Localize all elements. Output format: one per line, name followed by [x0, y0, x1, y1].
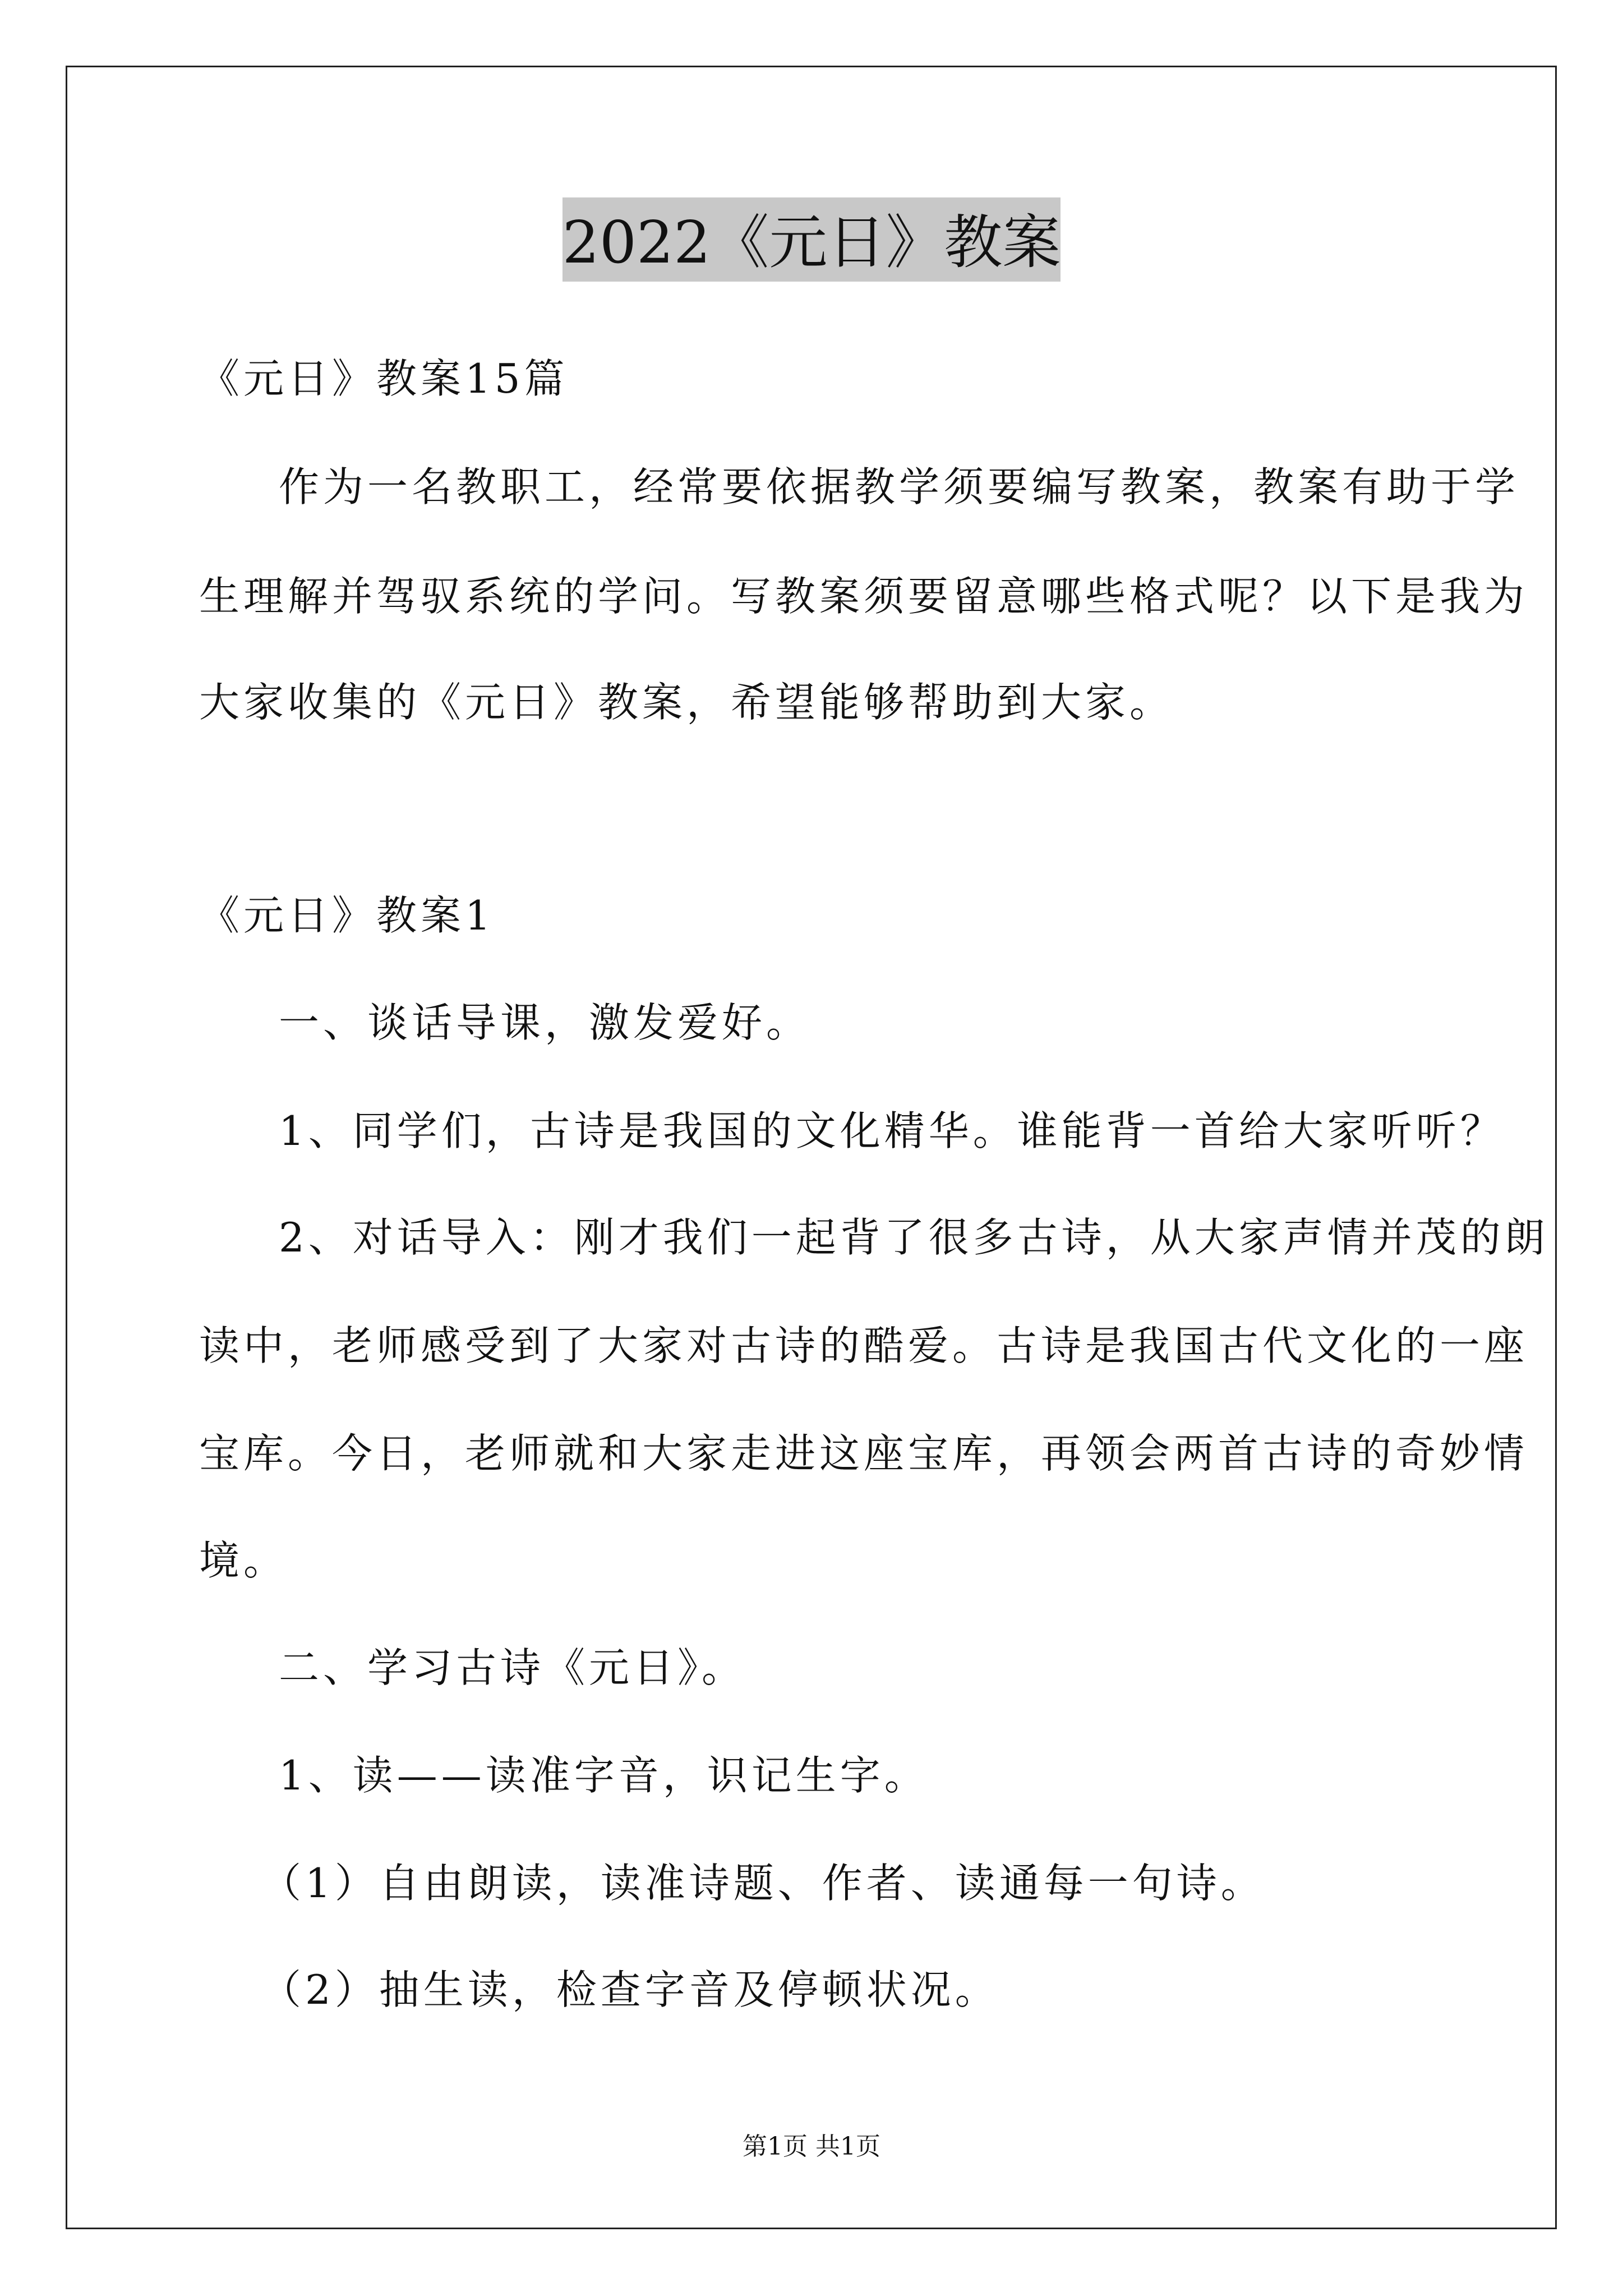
subtitle: 《元日》教案15篇 [199, 355, 569, 402]
part1-item2-line-2: 读中，老师感受到了大家对古诗的酷爱。古诗是我国古代文化的一座 [199, 1322, 1529, 1369]
part1-item2-line-4: 境。 [199, 1537, 288, 1584]
part1-item2-line-3: 宝库。今日，老师就和大家走进这座宝库，再领会两首古诗的奇妙情 [199, 1430, 1529, 1477]
part1-item2-line-1: 2、对话导入：刚才我们一起背了很多古诗，从大家声情并茂的朗 [279, 1214, 1549, 1261]
part2-sub2: （2）抽生读，检查字音及停顿状况。 [261, 1966, 999, 2013]
intro-line-3: 大家收集的《元日》教案，希望能够帮助到大家。 [199, 679, 1174, 726]
part2-heading: 二、学习古诗《元日》。 [279, 1644, 746, 1691]
intro-line-1: 作为一名教职工，经常要依据教学须要编写教案，教案有助于学 [279, 463, 1520, 510]
title-container [0, 197, 1623, 282]
intro-line-2: 生理解并驾驭系统的学问。写教案须要留意哪些格式呢？以下是我为 [199, 573, 1529, 620]
part1-item1: 1、同学们，古诗是我国的文化精华。谁能背一首给大家听听？ [279, 1107, 1505, 1154]
part1-heading: 一、谈话导课，激发爱好。 [279, 999, 811, 1046]
section-heading: 《元日》教案1 [199, 892, 495, 939]
document-title: 2022《元日》教案 [562, 197, 1061, 282]
page-footer: 第1页 共1页 [743, 2132, 880, 2161]
part2-sub1: （1）自由朗读，读准诗题、作者、读通每一句诗。 [261, 1860, 1265, 1907]
part2-item1: 1、读——读准字音，识记生字。 [279, 1752, 929, 1799]
